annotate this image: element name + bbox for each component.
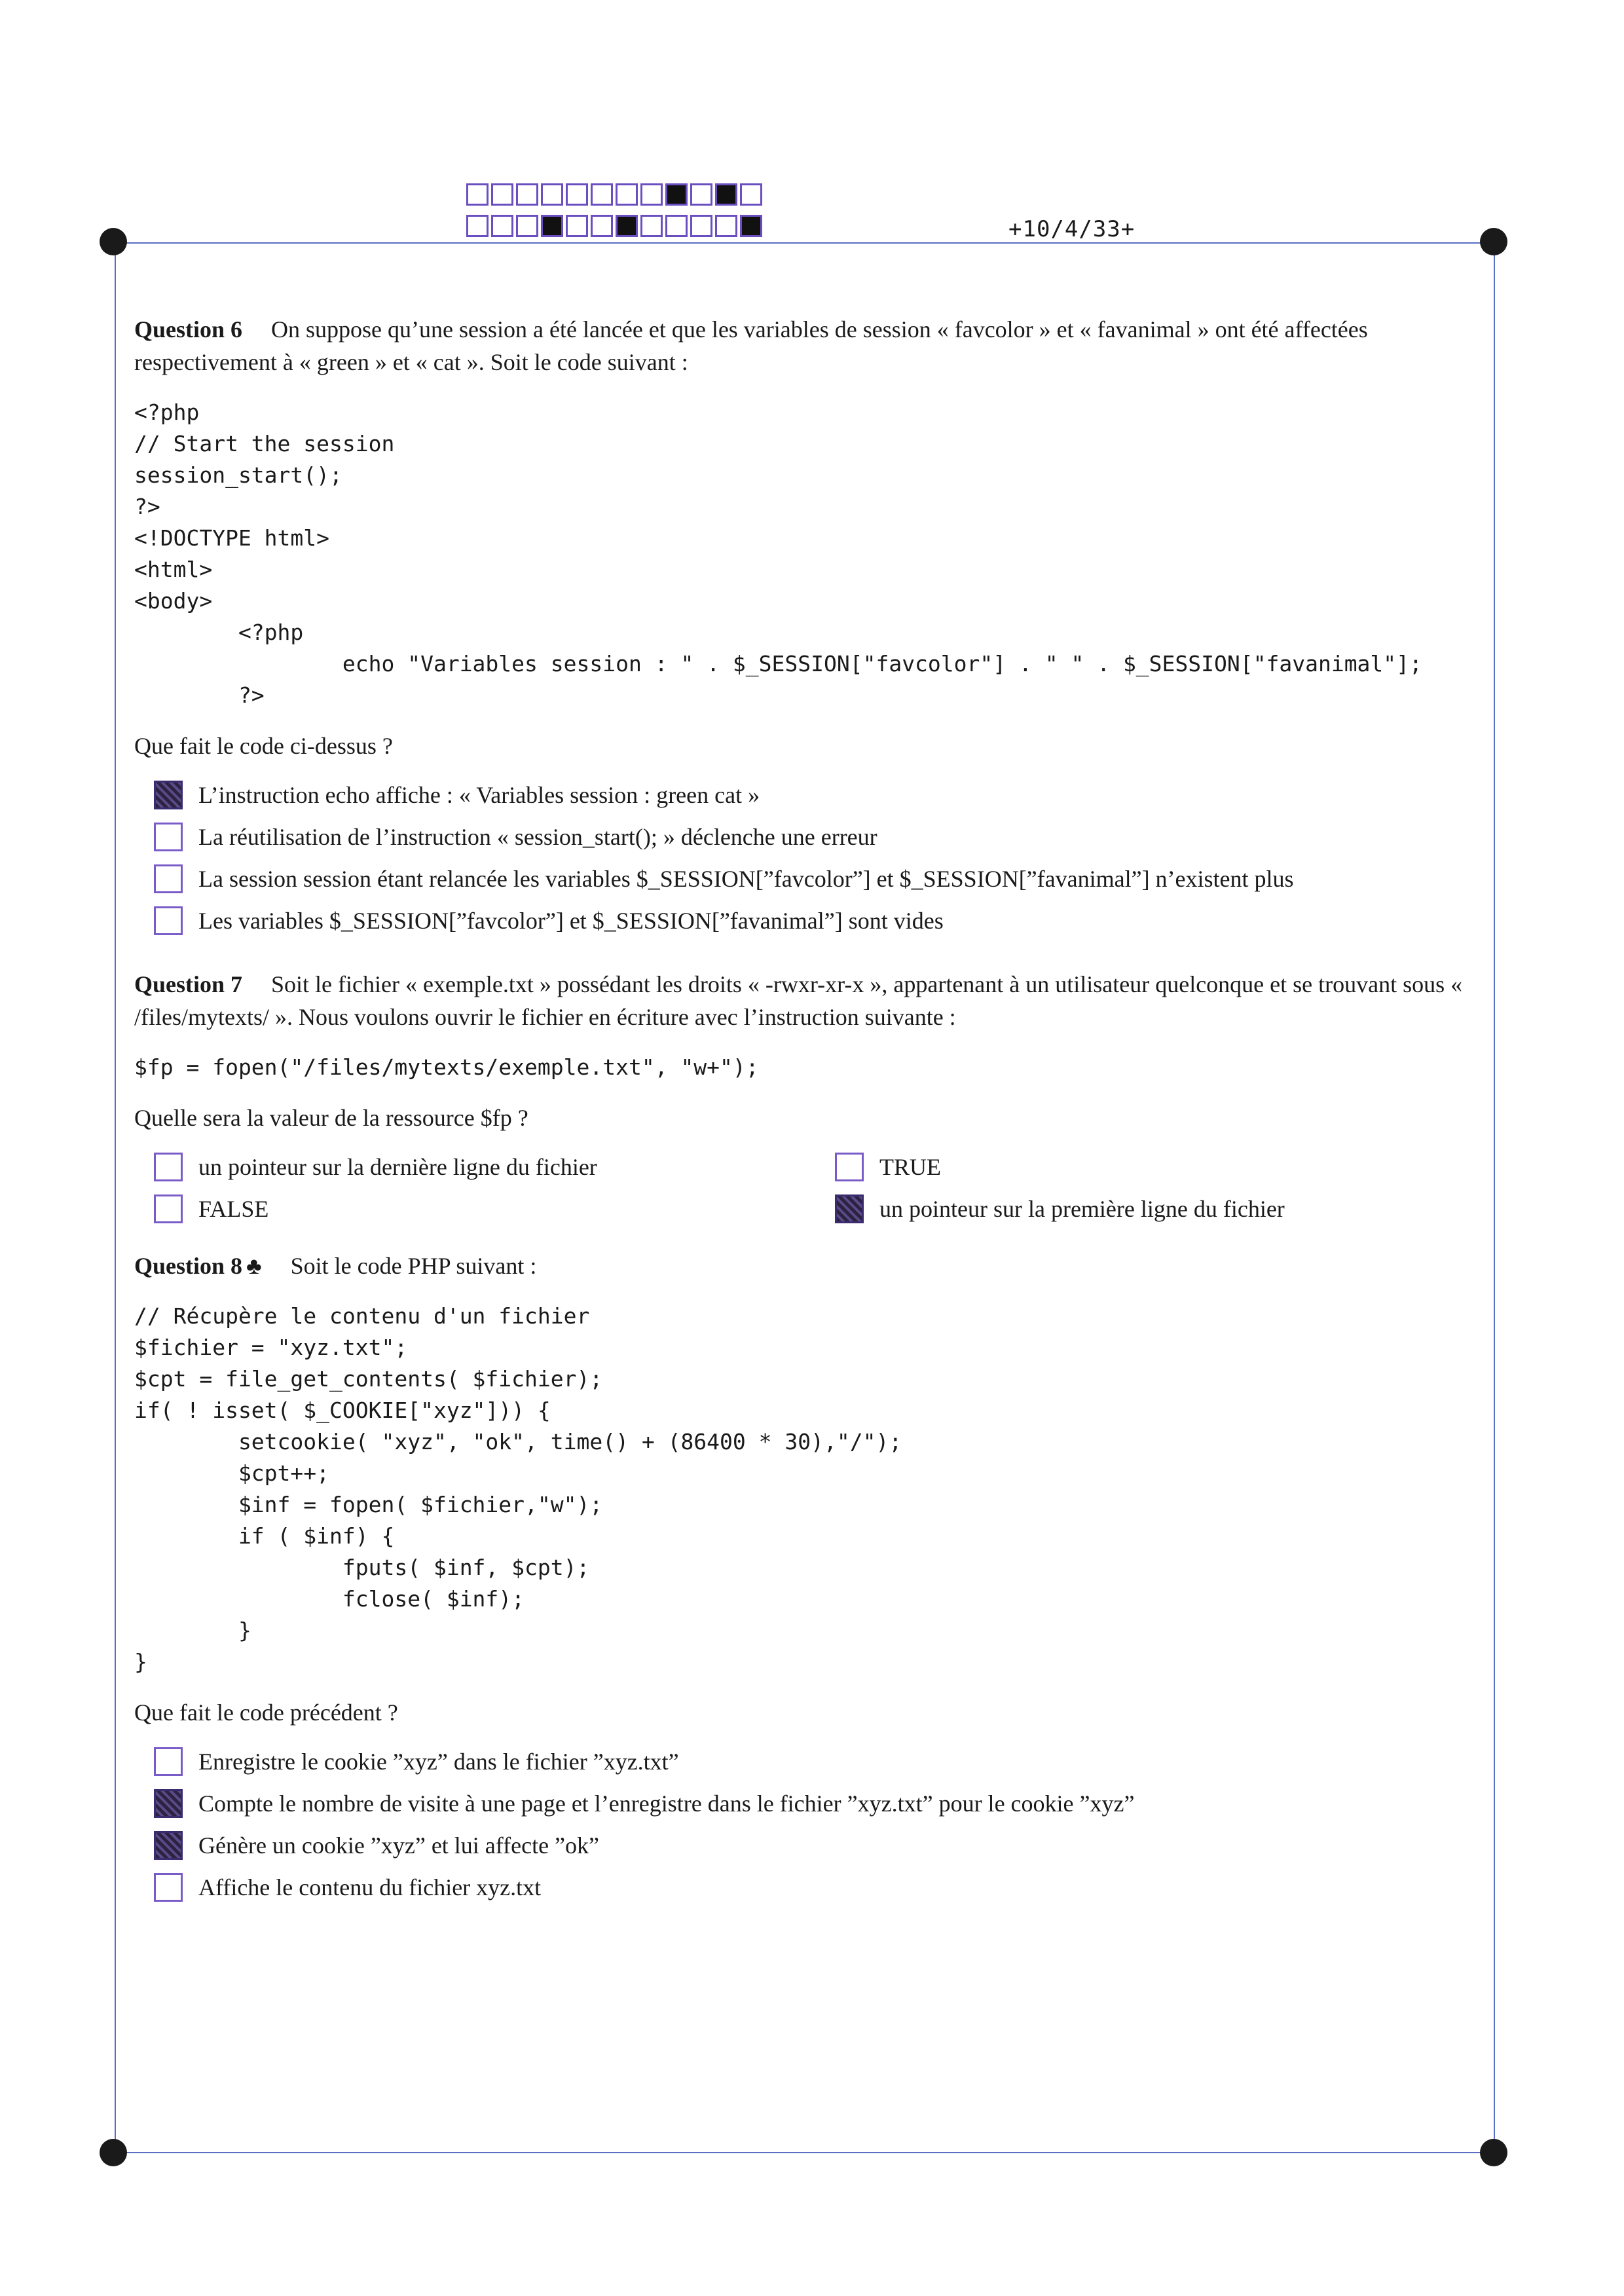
id-bit [466, 183, 489, 206]
id-bit [516, 215, 538, 237]
code-block: <?php // Start the session session_start(); ?> <!DOCTYPE html> <html> <body> <?php echo "Variables session : " . $_SESSION["favcolor"] . " " . $_SESSION["favanimal"]; ?> [134, 399, 1422, 708]
question-7 [134, 968, 1477, 1033]
questions [134, 313, 1477, 1935]
answer-list [154, 774, 1477, 942]
id-bit [740, 183, 762, 206]
id-bit [541, 183, 563, 206]
answer-label: La session session étant relancée les variables $_SESSION[”favcolor”] et $_SESSION[”favanimal”] n’existent plus [198, 866, 1294, 892]
question-text: Soit le code PHP suivant : [290, 1253, 537, 1279]
answer-label: Compte le nombre de visite à une page et l’enregistre dans le fichier ”xyz.txt” pour le cookie ”xyz” [198, 1790, 1135, 1817]
id-bit [516, 183, 538, 206]
answer-option[interactable] [154, 1824, 1477, 1866]
id-bit [491, 183, 513, 206]
answer-option[interactable] [154, 816, 1477, 858]
id-bit [640, 183, 663, 206]
id-bit [665, 183, 688, 206]
id-bit [715, 215, 737, 237]
id-bit [541, 215, 563, 237]
checkbox[interactable] [154, 906, 183, 935]
answer-option[interactable] [154, 900, 1477, 942]
answer-label: La réutilisation de l’instruction « session_start(); » déclenche une erreur [198, 824, 877, 850]
id-bit [466, 215, 489, 237]
checkbox[interactable] [154, 864, 183, 893]
code-block: $fp = fopen("/files/mytexts/exemple.txt", "w+"); [134, 1054, 759, 1080]
answer-label: Affiche le contenu du fichier xyz.txt [198, 1874, 542, 1900]
id-bits-row-1 [466, 183, 765, 206]
id-bit [591, 215, 613, 237]
id-bit [616, 183, 638, 206]
answer-option[interactable] [154, 1783, 1477, 1824]
question-8 [134, 1250, 1477, 1282]
answer-label: un pointeur sur la dernière ligne du fichier [198, 1154, 597, 1180]
sheet-id: +10/4/33+ [1008, 216, 1135, 242]
answer-grid [154, 1146, 1477, 1230]
answer-option[interactable] [835, 1188, 1490, 1230]
answer-option[interactable] [154, 774, 1477, 816]
corner-mark-bottom-left [100, 2139, 127, 2166]
answer-list [154, 1741, 1477, 1908]
answer-option[interactable] [835, 1146, 1490, 1188]
question-number [134, 1253, 262, 1279]
checkbox[interactable] [835, 1153, 864, 1181]
id-bit [740, 215, 762, 237]
id-bit [665, 215, 688, 237]
id-bit [566, 215, 588, 237]
id-bit [640, 215, 663, 237]
answer-option[interactable] [154, 1741, 1477, 1783]
answer-option[interactable] [154, 1146, 835, 1188]
question-prompt: Que fait le code précédent ? [134, 1699, 398, 1726]
club-icon: ♣ [246, 1253, 262, 1279]
question-text: On suppose qu’une session a été lancée et que les variables de session « favcolor » et « favanimal » ont été affectées respectivement à « green » et « cat ». Soit le code suivant : [134, 316, 1368, 375]
checkbox[interactable] [154, 1831, 183, 1860]
corner-mark-bottom-right [1480, 2139, 1507, 2166]
id-bit [616, 215, 638, 237]
checkbox[interactable] [154, 1747, 183, 1776]
answer-label: un pointeur sur la première ligne du fichier [879, 1196, 1285, 1222]
checkbox[interactable] [154, 1153, 183, 1181]
answer-option[interactable] [154, 858, 1477, 900]
checkbox[interactable] [154, 1194, 183, 1223]
question-number: Question 7 [134, 971, 243, 997]
id-bit [491, 215, 513, 237]
answer-label: FALSE [198, 1196, 269, 1222]
answer-label: Enregistre le cookie ”xyz” dans le fichier ”xyz.txt” [198, 1749, 679, 1775]
question-number-text: Question 8 [134, 1253, 243, 1279]
answer-option[interactable] [154, 1188, 835, 1230]
answer-option[interactable] [154, 1866, 1477, 1908]
id-bit [690, 215, 712, 237]
code-block: // Récupère le contenu d'un fichier $fichier = "xyz.txt"; $cpt = file_get_contents( $fichier); if( ! isset( $_COOKIE["xyz"])) { setcookie( "xyz", "ok", time() + (86400 * 30),"/"); $cpt++; $inf = fopen( $fichier,"w"); if ( $inf) { fputs( $inf, $cpt); fclose( $inf); } } [134, 1303, 902, 1675]
answer-label: L’instruction echo affiche : « Variables session : green cat » [198, 782, 760, 808]
question-number: Question 6 [134, 316, 243, 343]
checkbox[interactable] [154, 781, 183, 809]
answer-label: Les variables $_SESSION[”favcolor”] et $_SESSION[”favanimal”] sont vides [198, 908, 944, 934]
checkbox[interactable] [154, 823, 183, 851]
id-bits-row-2 [466, 215, 765, 237]
id-bit [690, 183, 712, 206]
checkbox[interactable] [154, 1789, 183, 1818]
id-bit [591, 183, 613, 206]
corner-mark-top-left [100, 228, 127, 255]
id-bit [566, 183, 588, 206]
checkbox[interactable] [835, 1194, 864, 1223]
answer-label: Génère un cookie ”xyz” et lui affecte ”ok” [198, 1832, 599, 1859]
checkbox[interactable] [154, 1873, 183, 1902]
question-text: Soit le fichier « exemple.txt » possédant les droits « -rwxr-xr-x », appartenant à un utilisateur quelconque et se trouvant sous « /files/mytexts/ ». Nous voulons ouvrir le fichier en écriture avec l’instruction suivante : [134, 971, 1463, 1030]
question-6 [134, 313, 1477, 379]
question-prompt: Quelle sera la valeur de la ressource $fp ? [134, 1105, 528, 1131]
question-prompt: Que fait le code ci-dessus ? [134, 733, 393, 759]
id-bit [715, 183, 737, 206]
answer-label: TRUE [879, 1154, 941, 1180]
corner-mark-top-right [1480, 228, 1507, 255]
